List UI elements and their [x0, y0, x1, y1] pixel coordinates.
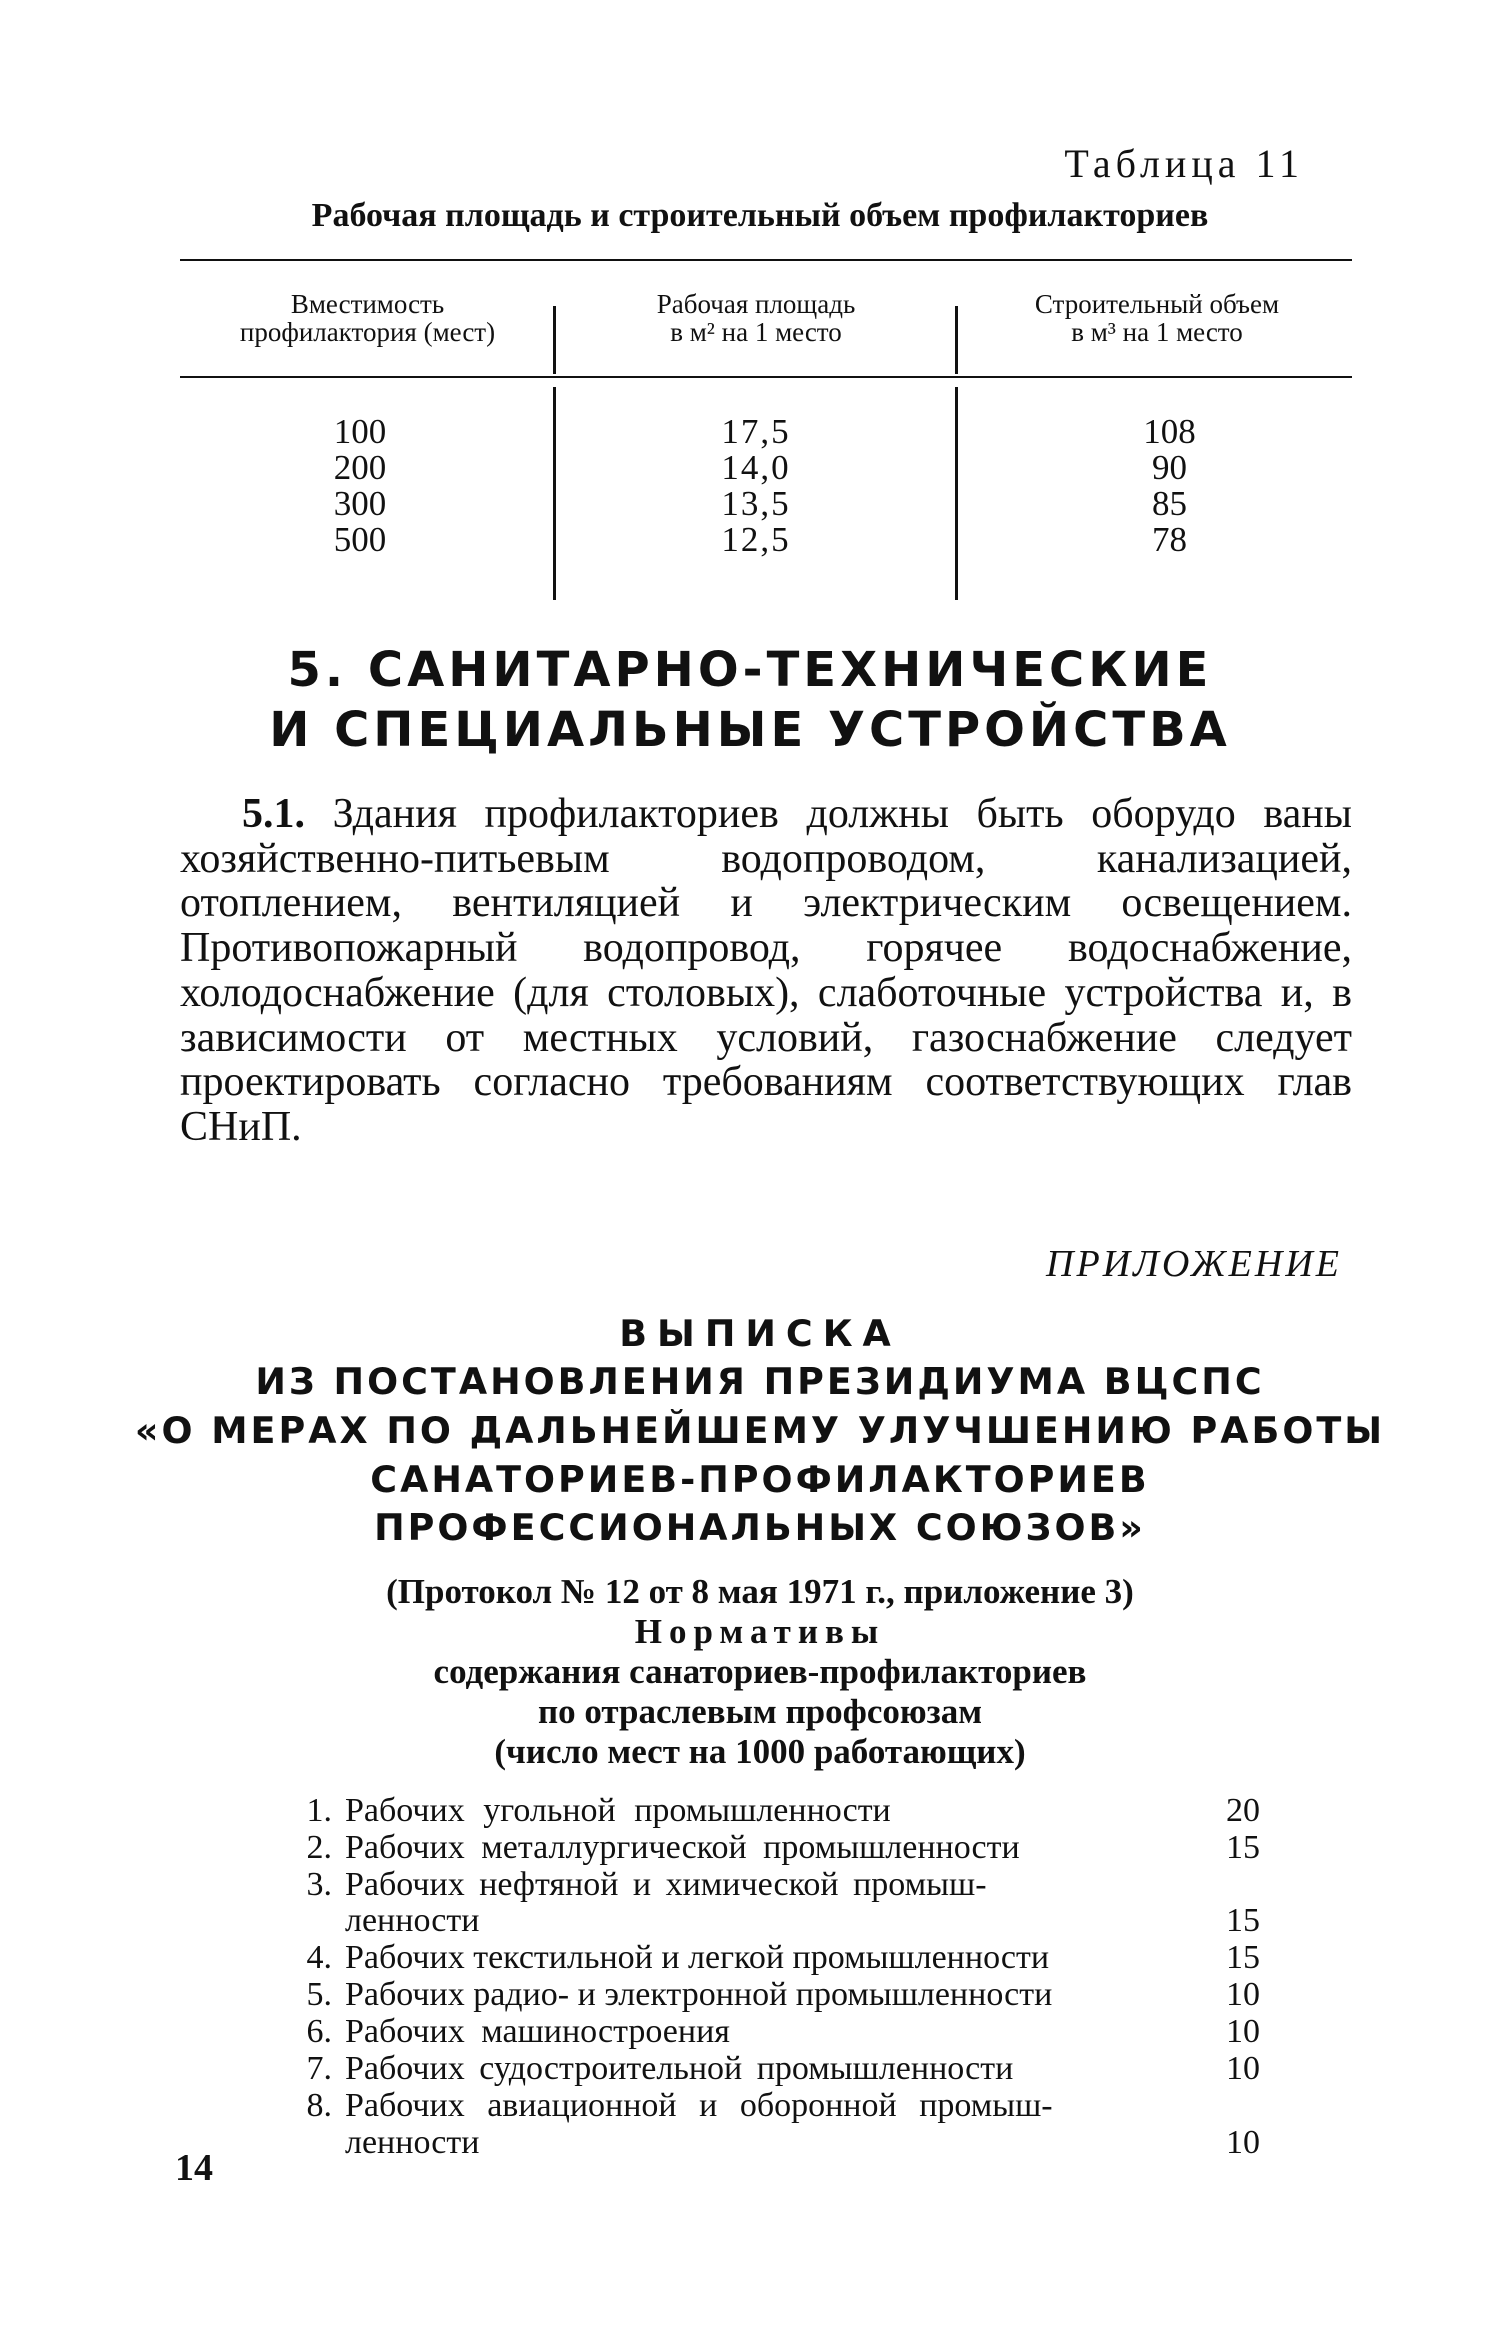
table-divider-1-header — [553, 306, 556, 374]
table-col-volume — [962, 414, 1377, 558]
table-cell: 13,5 — [721, 484, 791, 523]
norms-subtitle: по отраслевым профсоюзам — [537, 1692, 983, 1731]
appendix-heading-line: ИЗ ПОСТАНОВЛЕНИЯ ПРЕЗИДИУМА ВЦСПС — [255, 1360, 1265, 1403]
table-divider-1-body — [553, 387, 556, 600]
table-cell: 14,0 — [721, 448, 791, 487]
section-heading-line2: И СПЕЦИАЛЬНЫЕ УСТРОЙСТВА — [269, 702, 1231, 758]
norms-subtitle: содержания санаториев-профилакториев — [433, 1652, 1087, 1691]
table-label: Таблица 11 — [1064, 141, 1304, 186]
table-header-rule — [180, 376, 1352, 378]
appendix-heading-line: САНАТОРИЕВ-ПРОФИЛАКТОРИЕВ — [370, 1458, 1150, 1501]
appendix-heading-line: «О МЕРАХ ПО ДАЛЬНЕЙШЕМУ УЛУЧШЕНИЮ РАБОТЫ — [134, 1409, 1386, 1452]
table-cell: 100 — [333, 412, 387, 451]
table-cell: 200 — [333, 448, 387, 487]
table-cell: 90 — [1152, 448, 1187, 487]
table-cell: 78 — [1152, 520, 1187, 559]
table-cell: 300 — [333, 484, 387, 523]
table-cell: 108 — [1143, 412, 1196, 451]
page-number: 14 — [175, 2147, 213, 2189]
table-header-volume: Строительный объем в м³ на 1 место — [1034, 289, 1280, 347]
table-header-capacity: Вместимость профилактория (мест) — [239, 289, 496, 347]
table-cell: 85 — [1152, 484, 1187, 523]
appendix-heading-title: ВЫПИСКА — [619, 1312, 901, 1355]
table-divider-2-body — [955, 387, 958, 600]
table-col-area — [560, 414, 952, 558]
table-cell: 500 — [333, 520, 387, 559]
appendix-label: ПРИЛОЖЕНИЕ — [1046, 1243, 1342, 1285]
protocol-line: (Протокол № 12 от 8 мая 1971 г., приложение 3) — [386, 1572, 1134, 1611]
table-top-rule — [180, 259, 1352, 261]
table-cell: 12,5 — [721, 520, 791, 559]
section-heading-line1: 5. САНИТАРНО-ТЕХНИЧЕСКИЕ — [287, 642, 1213, 698]
table-cell: 17,5 — [721, 412, 791, 451]
norms-title: Нормативы — [634, 1612, 886, 1651]
norms-subtitle: (число мест на 1000 работающих) — [494, 1732, 1026, 1771]
section-paragraph — [180, 792, 1352, 1150]
table-col-capacity — [185, 414, 535, 558]
table-divider-2-header — [955, 306, 958, 374]
table-title: Рабочая площадь и строительный объем профилакториев — [311, 197, 1209, 234]
paragraph-number: 5.1. — [242, 791, 305, 837]
paragraph-text: Здания профилакториев должны быть оборудо ваны хозяйственно-питьевым водопроводом, канализацией, отоплением, вентиляцией и электрическим освещением. Противопожарный водопровод, горячее водоснабжение, холодоснабжение (для столовых), слаботочные устройства и, в зависимости от местных условий, газоснабжение следует проектировать согласно требованиям соответствующих глав СНиП. — [180, 791, 1353, 1150]
appendix-heading-line: ПРОФЕССИОНАЛЬНЫХ СОЮЗОВ» — [374, 1506, 1146, 1549]
table-header-area: Рабочая площадь в м² на 1 место — [656, 289, 856, 347]
